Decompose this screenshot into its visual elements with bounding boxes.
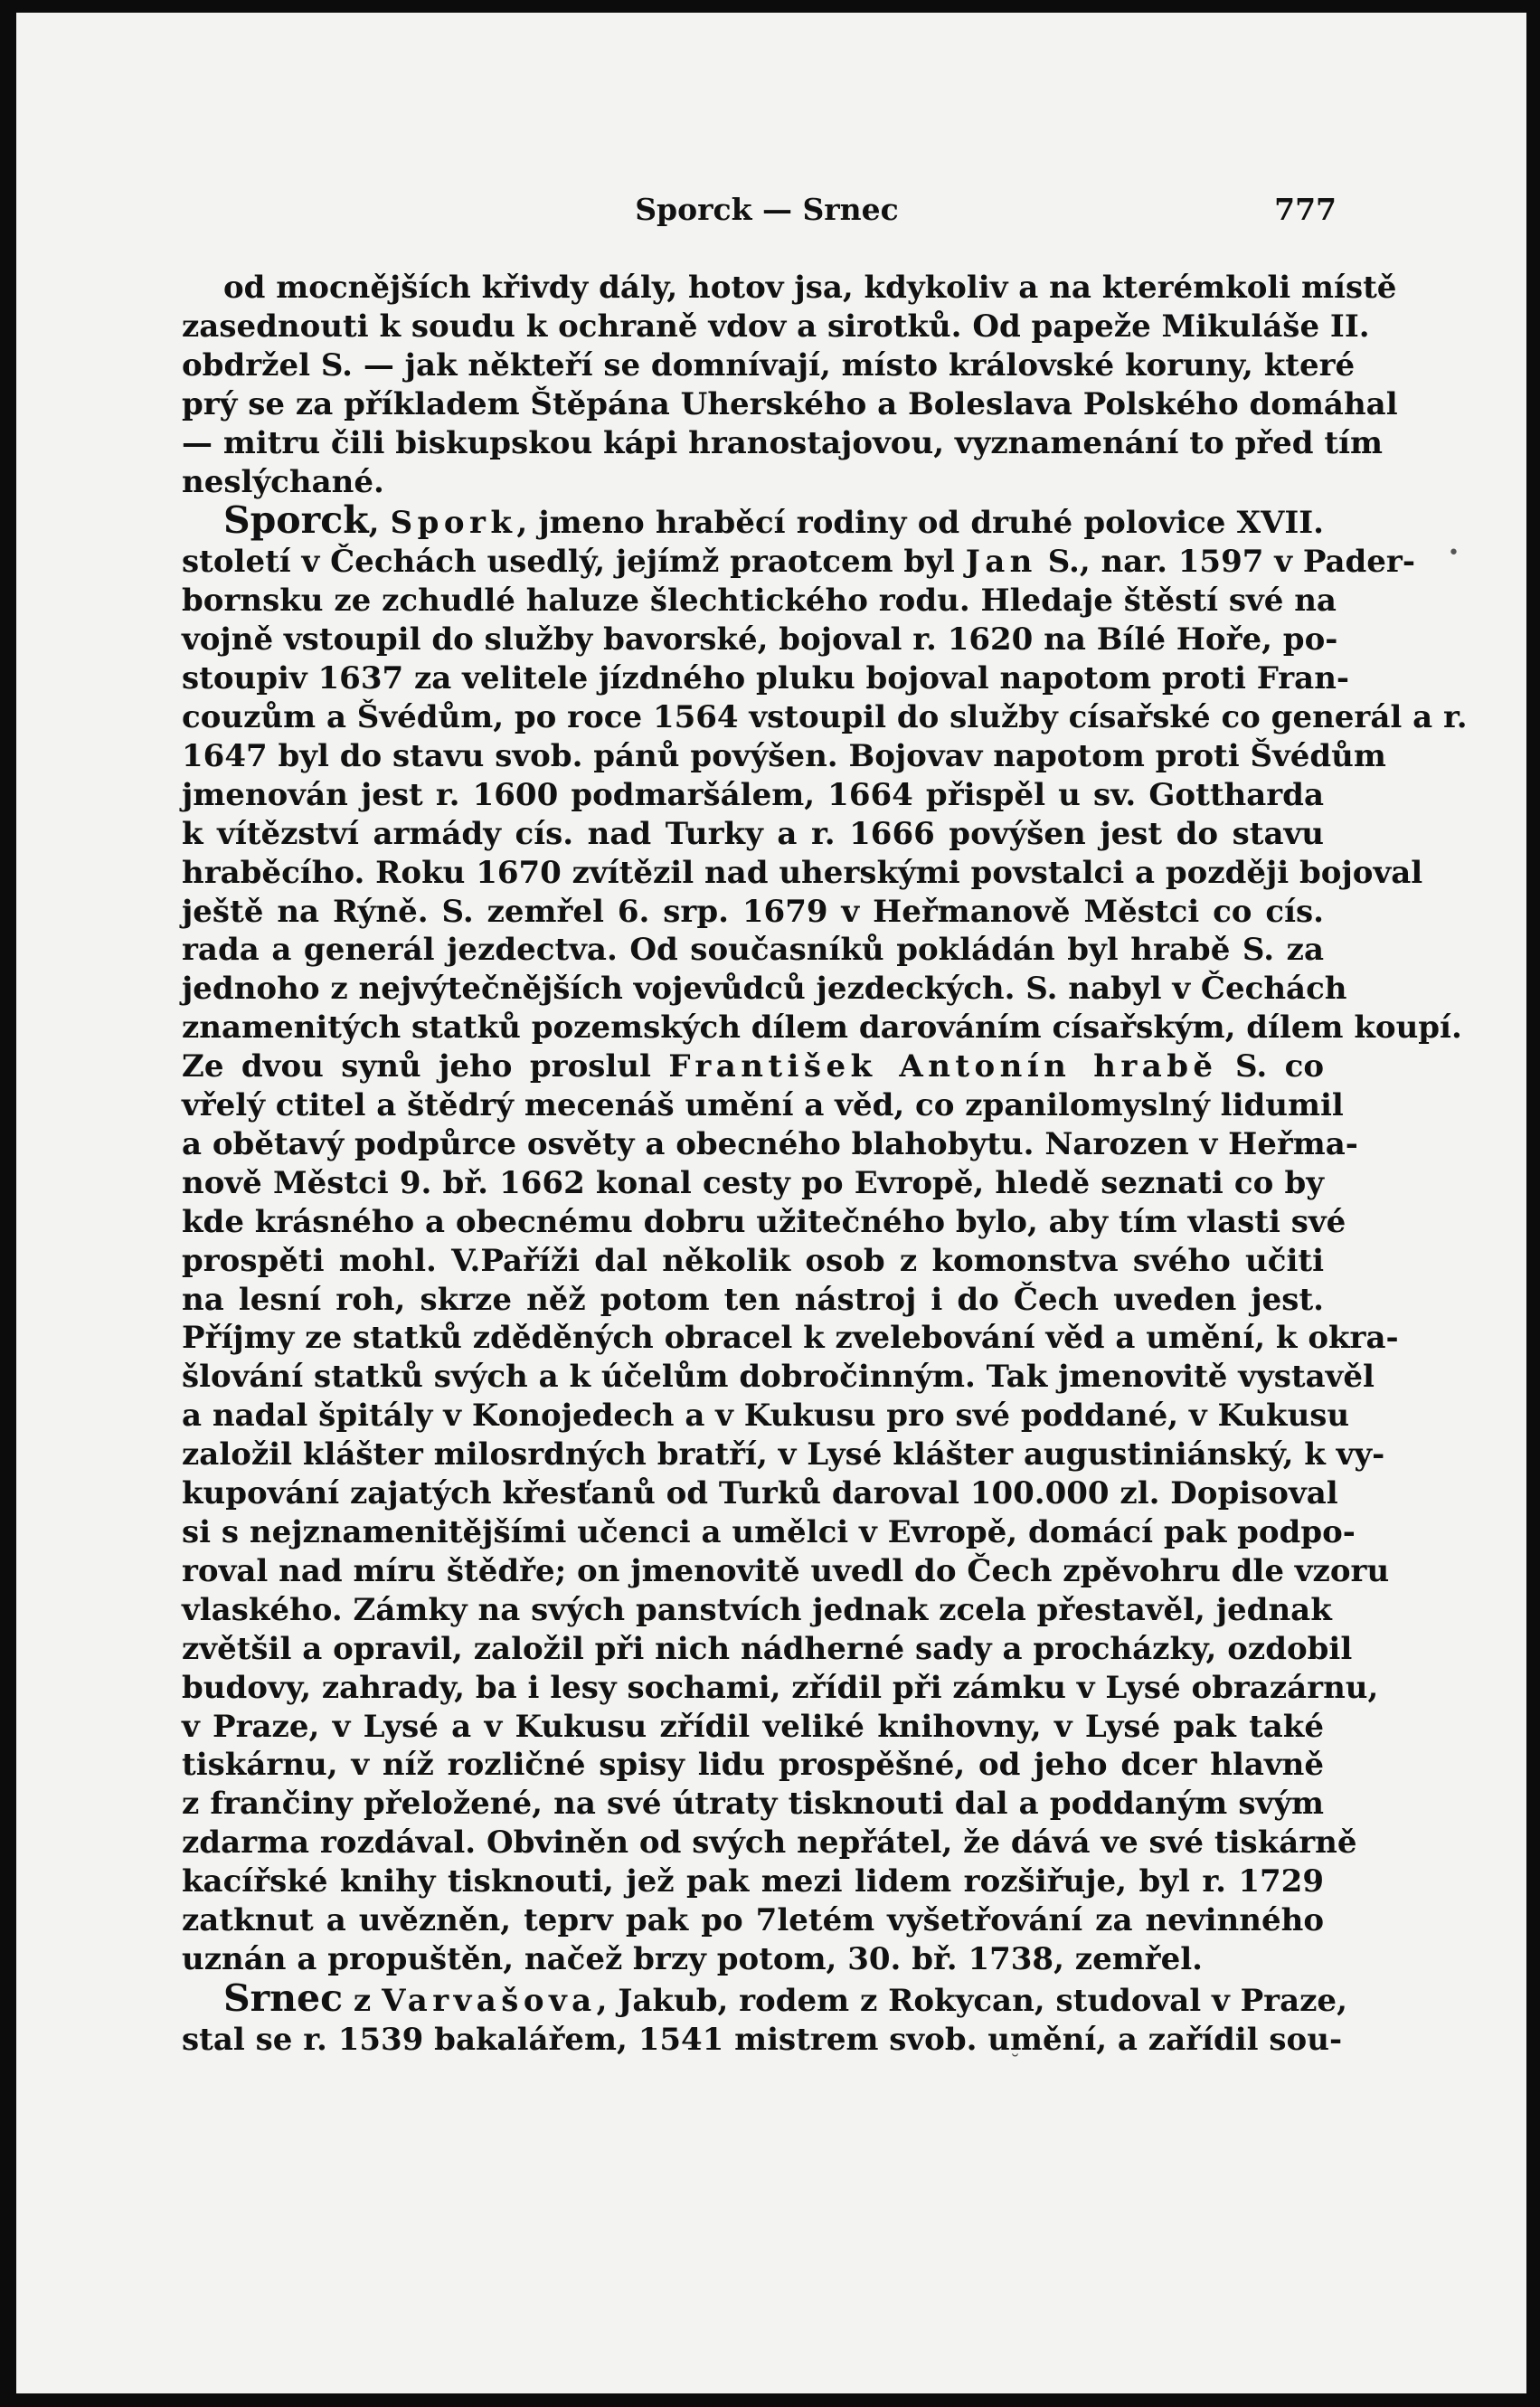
text-line (182, 1281, 1324, 1320)
text-line (182, 1785, 1324, 1824)
text-line (182, 1397, 1350, 1436)
text-segment: nově Městci 9. bř. 1662 konal cesty po Evropě, hledě seznati co by (182, 1164, 1324, 1201)
text-segment: budovy, zahrady, ba i lesy sochami, zřídil při zámku v Lysé obrazárnu, (182, 1669, 1379, 1706)
text-line (182, 659, 1350, 698)
text-segment: ještě na Rýně. S. zemřel 6. srp. 1679 v Heřmanově Městci co cís. (182, 893, 1324, 930)
text-line (182, 854, 1423, 893)
text-line (182, 269, 1397, 308)
text-segment: stal se r. 1539 bakalářem, 1541 mistrem svob. umění, a zařídil sou- (182, 2021, 1343, 2058)
text-line (182, 1901, 1324, 1940)
spaced-name: František Antonín hrabě (668, 1048, 1218, 1085)
margin-mark: • (1448, 542, 1460, 564)
text-segment: vojně vstoupil do služby bavorské, bojoval r. 1620 na Bílé Hoře, po- (182, 621, 1338, 659)
page (16, 13, 1526, 2393)
text-line (182, 1513, 1356, 1552)
text-segment: kde krásného a obecnému dobru užitečného bylo, aby tím vlasti své (182, 1203, 1346, 1240)
text-segment: z (343, 1982, 383, 2019)
text-segment: stoupiv 1637 za velitele jízdného pluku bojoval napotom proti Fran- (182, 660, 1350, 697)
text-line (182, 1552, 1390, 1591)
text-segment: , jmeno hraběcí rodiny od druhé polovice XVII. (516, 505, 1324, 542)
text-segment: prospěti mohl. V.Paříži dal několik osob z komonstva svého učiti (182, 1242, 1324, 1279)
spaced-name: Spork (390, 505, 517, 542)
text-segment: století v Čechách usedlý, jejímž praotcem byl (182, 544, 966, 581)
paragraph (182, 498, 1468, 1978)
text-segment: si s nejznamenitějšími učenci a umělci v Evropě, domácí pak podpo- (182, 1514, 1356, 1550)
text-line (182, 1203, 1346, 1242)
paragraph (182, 269, 1398, 501)
text-line (182, 424, 1384, 463)
text-line (182, 893, 1324, 932)
text-segment: na lesní roh, skrze něž potom ten nástroj i do Čech uveden jest. (182, 1281, 1324, 1318)
text-segment: zatknut a uvězněn, teprv pak po 7letém vyšetřování za nevinného (182, 1902, 1324, 1939)
text-segment: tiskárnu, v níž rozličné spisy lidu prospěšné, od jeho dcer hlavně (182, 1747, 1324, 1784)
text-line (182, 385, 1398, 424)
spaced-name: Jan (965, 544, 1037, 581)
text-line (182, 1591, 1332, 1630)
text-line (182, 1708, 1324, 1747)
text-segment: — mitru čili biskupskou kápi hranostajovou, vyznamenání to před tím (182, 424, 1384, 461)
text-line (182, 1047, 1324, 1086)
text-segment: zasednouti k soudu k ochraně vdov a sirotků. Od papeže Mikuláše II. (182, 308, 1370, 345)
text-segment: couzům a Švédům, po roce 1564 vstoupil do služby císařské co generál a r. (182, 698, 1468, 735)
text-line (182, 2021, 1343, 2060)
text-segment: hraběcího. Roku 1670 zvítězil nad uherskými povstalci a později bojoval (182, 854, 1423, 891)
text-segment: uznán a propuštěn, načež brzy potom, 30. bř. 1738, zemřel. (182, 1940, 1203, 1977)
text-line (182, 1746, 1324, 1785)
text-line (182, 815, 1324, 854)
text-line (182, 498, 1324, 543)
text-segment: založil klášter milosrdných bratří, v Lysé klášter augustiniánský, k vy- (182, 1436, 1385, 1474)
paragraph (182, 1976, 1347, 2060)
article-text (182, 269, 1468, 2060)
text-line (182, 308, 1370, 346)
text-segment: obdržel S. — jak někteří se domnívají, místo královské koruny, které (182, 346, 1356, 384)
text-segment: Příjmy ze statků zděděných obracel k zvelebování věd a umění, k okra- (182, 1320, 1399, 1357)
text-segment: kacířské knihy tisknouti, jež pak mezi lidem rozšiřuje, byl r. 1729 (182, 1863, 1324, 1900)
text-segment: S. co (1217, 1048, 1324, 1085)
text-line (182, 1436, 1385, 1474)
text-segment: a nadal špitály v Konojedech a v Kukusu pro své poddané, v Kukusu (182, 1398, 1350, 1435)
text-line (182, 582, 1337, 621)
text-segment: roval nad míru štědře; on jmenovitě uvedl do Čech zpěvohru dle vzoru (182, 1552, 1390, 1589)
text-line (182, 1086, 1344, 1125)
text-segment: rada a generál jezdectva. Od současníků pokládán byl hrabě S. za (182, 932, 1324, 969)
text-segment: , Jakub, rodem z Rokycan, studoval v Praze, (596, 1982, 1347, 2019)
page-number: 777 (1274, 192, 1337, 227)
text-line (182, 1242, 1324, 1281)
text-line (182, 1009, 1462, 1047)
text-segment: znamenitých statků pozemských dílem darováním císařským, dílem koupí. (182, 1009, 1462, 1047)
text-segment: zdarma rozdával. Obviněn od svých nepřátel, že dává ve své tiskárně (182, 1824, 1357, 1862)
text-segment: neslýchané. (182, 463, 384, 500)
text-segment: prý se za příkladem Štěpána Uherského a Boleslava Polského domáhal (182, 385, 1398, 422)
text-segment: jednoho z nejvýtečnějších vojevůdců jezdeckých. S. nabyl v Čechách (182, 971, 1347, 1008)
text-line (182, 1319, 1399, 1358)
text-line (182, 1824, 1357, 1862)
text-line (182, 621, 1338, 659)
text-line (182, 1474, 1338, 1513)
text-segment: jmenován jest r. 1600 podmaršálem, 1664 přispěl u sv. Gottharda (182, 776, 1324, 813)
text-line (182, 346, 1356, 385)
text-segment: kupování zajatých křesťanů od Turků daroval 100.000 zl. Dopisoval (182, 1475, 1338, 1512)
text-line (182, 970, 1347, 1009)
margin-mark: ˘ (1010, 2052, 1020, 2075)
text-line (182, 1630, 1353, 1669)
text-line (182, 1358, 1375, 1397)
text-line (182, 1976, 1347, 2021)
text-line (182, 737, 1386, 776)
text-line (182, 1940, 1324, 1979)
text-segment: k vítězství armády cís. nad Turky a r. 1666 povýšen jest do stavu (182, 815, 1324, 852)
text-line (182, 931, 1324, 970)
text-line (182, 698, 1468, 737)
text-segment: 1647 byl do stavu svob. pánů povýšen. Bojovav napotom proti Švédům (182, 737, 1386, 774)
text-line (182, 1164, 1324, 1203)
text-line (182, 463, 1324, 502)
text-segment: Ze dvou synů jeho proslul (182, 1048, 669, 1085)
entry-headword: Srnec (223, 1976, 344, 2020)
text-line (182, 1862, 1324, 1901)
entry-headword: Sporck (223, 498, 369, 543)
text-line (182, 543, 1415, 582)
text-segment: zvětšil a opravil, založil při nich nádherné sady a procházky, ozdobil (182, 1630, 1353, 1667)
text-segment: vřelý ctitel a štědrý mecenáš umění a věd, co zpanilomyslný lidumil (182, 1087, 1344, 1124)
text-segment: šlování statků svých a k účelům dobročinným. Tak jmenovitě vystavěl (182, 1359, 1375, 1396)
running-head: Sporck — Srnec (635, 192, 899, 227)
text-segment: od mocnějších křivdy dály, hotov jsa, kdykoliv a na kterémkoli místě (223, 270, 1397, 306)
text-segment: a obětavý podpůrce osvěty a obecného blahobytu. Narozen v Heřma- (182, 1125, 1358, 1162)
text-line (182, 1669, 1379, 1708)
spaced-name: Varvašova (382, 1982, 597, 2019)
text-line (182, 776, 1324, 815)
text-segment: v Praze, v Lysé a v Kukusu zřídil veliké knihovny, v Lysé pak také (182, 1708, 1324, 1745)
text-segment: bornsku ze zchudlé haluze šlechtického rodu. Hledaje štěstí své na (182, 583, 1337, 620)
text-line (182, 1125, 1358, 1164)
text-segment: S., nar. 1597 v Pader- (1036, 544, 1415, 581)
text-segment: z frančiny přeložené, na své útraty tisknouti dal a poddaným svým (182, 1786, 1324, 1823)
text-segment: , (368, 505, 391, 542)
text-segment: vlaského. Zámky na svých panstvích jednak zcela přestavěl, jednak (182, 1591, 1332, 1628)
